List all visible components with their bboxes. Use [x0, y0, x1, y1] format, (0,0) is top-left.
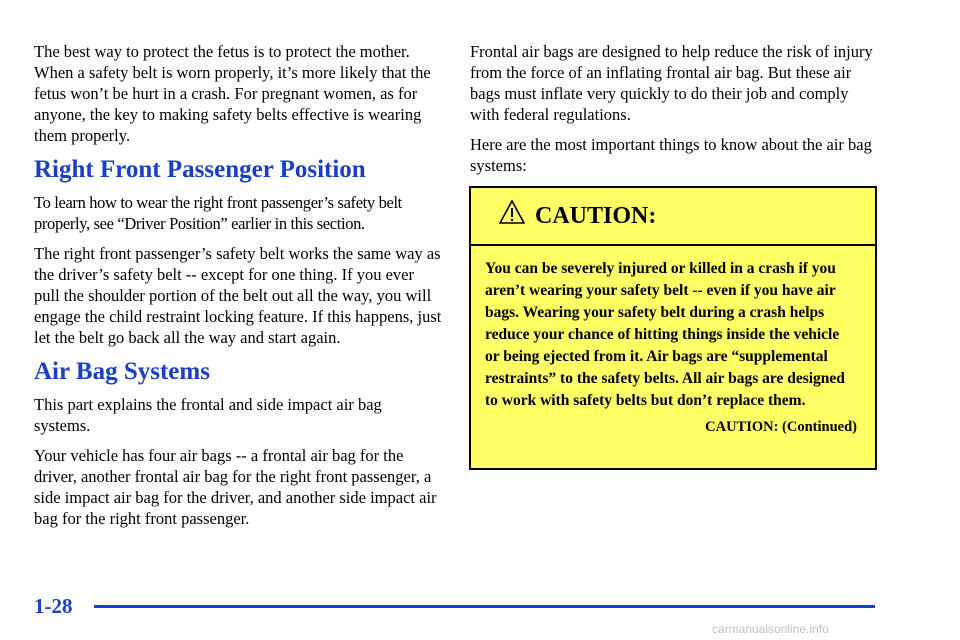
caution-title: CAUTION: [535, 203, 657, 229]
warning-triangle-icon [499, 200, 525, 224]
paragraph-right-front-passenger-belt: To learn how to wear the right front passenger’s safety belt properly, see “Driver Position” earlier in this section. [34, 193, 402, 233]
paragraph-air-bag-intro: This part explains the frontal and side impact air bag systems. [34, 395, 382, 435]
caution-body [471, 246, 875, 438]
section-heading-right-front-passenger: Right Front Passenger Position [34, 156, 366, 183]
right-column [470, 41, 875, 185]
paragraph-frontal-air-bags: Frontal air bags are designed to help reduce the risk of injury from the force of an inflating frontal air bag. But these air bags must inflate very quickly to do their job and comply with federal regulations. [470, 42, 873, 124]
paragraph-important-things: Here are the most important things to know about the air bag systems: [470, 135, 872, 175]
watermark: carmanualsonline.info [712, 622, 829, 636]
paragraph-four-air-bags: Your vehicle has four air bags -- a frontal air bag for the driver, another frontal air bag for the right front passenger, a side impact air bag for the driver, and another side impact air bag for the right front passenger. [34, 446, 437, 528]
left-column [34, 41, 442, 538]
caution-continued: CAUTION: (Continued) [705, 419, 857, 435]
footer-rule [94, 605, 875, 608]
caution-text: You can be severely injured or killed in a crash if you aren’t wearing your safety belt -- even if you have air bags. Wearing your safety belt during a crash helps reduce your chance of hitting things inside the vehicle or being ejected from it. Air bags are “supplemental restraints” to the safety belts. All air bags are designed to work with safety belts but don’t replace them. [485, 260, 845, 409]
caution-box [469, 186, 877, 470]
intro-paragraph: The best way to protect the fetus is to protect the mother. When a safety belt is worn properly, it’s more likely that the fetus won’t be hurt in a crash. For pregnant women, as for anyone, the key to making safety belts effective is wearing them properly. [34, 42, 431, 145]
caution-header [471, 188, 875, 246]
paragraph-belt-locking-feature: The right front passenger’s safety belt works the same way as the driver’s safety belt -- except for one thing. If you ever pull the shoulder portion of the belt out all the way, you will engage the child restraint locking feature. If this happens, just let the belt go back all the way and start again. [34, 244, 442, 347]
section-heading-air-bag-systems: Air Bag Systems [34, 358, 210, 385]
page-number: 1-28 [34, 594, 73, 618]
